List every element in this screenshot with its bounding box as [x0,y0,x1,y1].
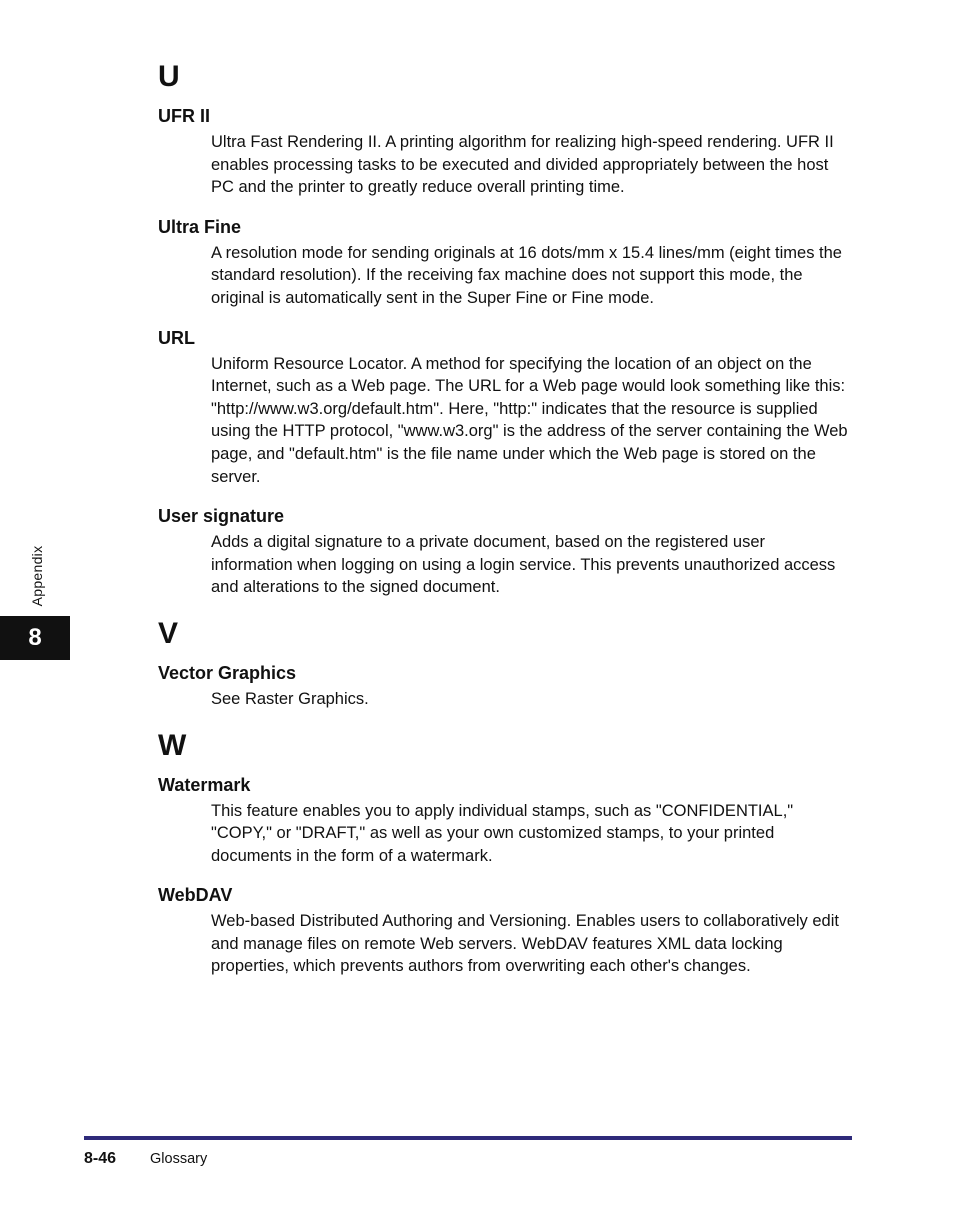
glossary-term: UFR II [158,106,210,126]
section-letter-w: W [158,728,187,762]
glossary-entry-webdav [158,883,858,978]
chapter-tab: 8 [0,616,70,660]
glossary-entry-ultra-fine [158,215,858,310]
footer-title: Glossary [150,1151,208,1167]
glossary-definition: Adds a digital signature to a private document, based on the registered user information when logging on using a login service. This prevents unauthorized access and alterations to the signed document. [211,533,836,597]
glossary-term: Watermark [158,774,251,795]
section-letter-u: U [158,60,180,93]
glossary-definition: See Raster Graphics. [211,689,369,708]
glossary-entry-vector-graphics [158,661,858,711]
page-number: 8-46 [84,1150,117,1167]
section-letter-v: V [158,616,179,650]
glossary-definition: Ultra Fast Rendering II. A printing algorithm for realizing high-speed rendering. UFR II enables processing tasks to be executed and divided appropriately between the host PC and the printer to greatly reduce overall printing time. [211,133,834,197]
glossary-entry-ufr-ii [158,104,858,199]
glossary-entry-user-signature [158,504,858,599]
glossary-definition: A resolution mode for sending originals at 16 dots/mm x 15.4 lines/mm (eight times the standard resolution). If the receiving fax machine does not support this mode, the original is automatically sent in the Super Fine or Fine mode. [211,243,842,307]
chapter-side-label [27,540,47,612]
glossary-term: User signature [158,506,285,527]
footer-rule [84,1136,852,1140]
glossary-term: WebDAV [158,885,233,906]
glossary-definition: Uniform Resource Locator. A method for specifying the location of an object on the Internet, such as a Web page. The URL for a Web page would look something like this: "http://www.w3.org/default.htm". Here, "http:" indicates that the resource is supplied using the HTTP protocol, "www.w3.org" is the address of the server containing the Web page, and "default.htm" is the file name under which the Web page is stored on the server. [211,354,848,486]
glossary-definition: This feature enables you to apply individual stamps, such as "CONFIDENTIAL," "COPY," or "DRAFT," as well as your own customized stamps, to your printed documents in the form of a watermark. [211,801,794,865]
glossary-content [158,58,858,994]
glossary-entry-url [158,326,858,489]
chapter-side-label-text: Appendix [29,545,45,607]
glossary-term: Ultra Fine [158,216,242,237]
glossary-definition: Web-based Distributed Authoring and Versioning. Enables users to collaboratively edit and manage files on remote Web servers. WebDAV features XML data locking properties, which prevents authors from overwriting each other's changes. [211,912,839,976]
glossary-term: Vector Graphics [158,662,297,683]
glossary-entry-watermark [158,773,858,868]
glossary-term: URL [158,327,195,348]
